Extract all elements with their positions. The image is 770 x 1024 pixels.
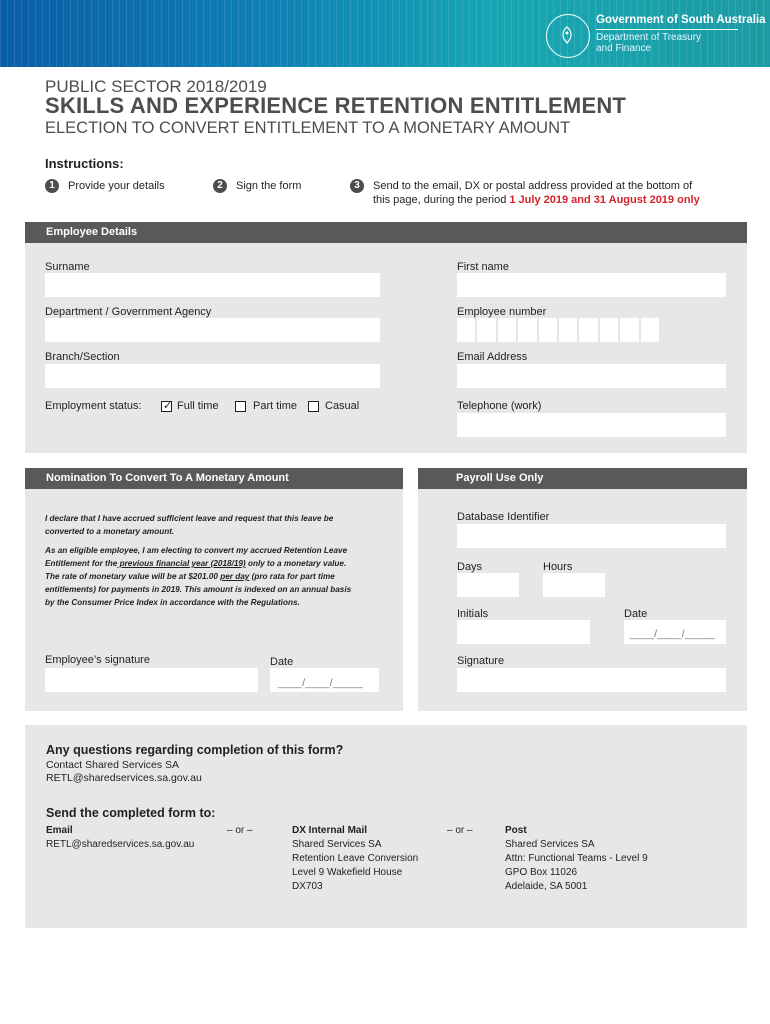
send-post-heading: Post [505,825,527,836]
send-email-heading: Email [46,825,73,836]
email-field[interactable] [457,364,726,388]
employee-number-digit[interactable] [641,318,659,342]
dx-line: Level 9 Wakefield House [292,867,403,878]
payroll-signature-field[interactable] [457,668,726,692]
full-time-checkbox[interactable] [161,401,172,412]
or-separator: – or – [447,825,473,836]
or-separator: – or – [227,825,253,836]
dx-line: DX703 [292,881,323,892]
part-time-checkbox[interactable] [235,401,246,412]
department-label: Department / Government Agency [45,306,212,318]
dept-line-1: Department of Treasury [596,32,702,43]
employee-number-digit[interactable] [498,318,516,342]
first-name-label: First name [457,261,509,273]
employee-number-digit[interactable] [620,318,638,342]
dept-name [596,32,736,54]
form-main-title: SKILLS AND EXPERIENCE RETENTION ENTITLEMENT [45,93,627,118]
step-2-badge: 2 [213,179,227,193]
telephone-field[interactable] [457,413,726,437]
post-line: Attn: Functional Teams - Level 9 [505,853,648,864]
post-line: Shared Services SA [505,839,595,850]
employee-number-digit[interactable] [539,318,557,342]
step-3-period-highlight: 1 July 2019 and 31 August 2019 only [509,194,700,206]
dx-line: Shared Services SA [292,839,382,850]
declaration-line: by the Consumer Price Index in accordance with the Regulations. [45,598,300,607]
dept-line-2: and Finance [596,43,652,54]
step-3-period-prefix: this page, during the period [373,194,510,206]
questions-contact: Contact Shared Services SA [46,759,180,771]
declaration-line: converted to a monetary amount. [45,527,175,536]
declaration-line [45,570,390,583]
surname-field[interactable] [45,273,380,297]
questions-title: Any questions regarding completion of this form? [46,743,344,757]
nomination-header: Nomination To Convert To A Monetary Amount [25,468,403,489]
employment-status-label: Employment status: [45,400,142,412]
payroll-date-blank: ____/____/_____ [630,629,716,640]
casual-checkbox[interactable] [308,401,319,412]
piping-shrike-icon [560,26,574,44]
database-id-field[interactable] [457,524,726,548]
declaration-fragment: (pro rata for part time [249,572,335,581]
initials-label: Initials [457,608,489,620]
employee-details-header: Employee Details [25,222,747,243]
payroll-header: Payroll Use Only [418,468,747,489]
employee-number-digit[interactable] [518,318,536,342]
department-field[interactable] [45,318,380,342]
employee-number-digit[interactable] [477,318,495,342]
send-dx-heading: DX Internal Mail [292,825,368,836]
hours-field[interactable] [543,573,605,597]
form-subtitle: ELECTION TO CONVERT ENTITLEMENT TO A MONETARY AMOUNT [45,119,571,137]
declaration-line: I declare that I have accrued sufficient leave and request that this leave be [45,514,334,523]
branch-label: Branch/Section [45,351,120,363]
employee-number-digit[interactable] [600,318,618,342]
first-name-field[interactable] [457,273,726,297]
email-label: Email Address [457,351,528,363]
check-icon: ✓ [163,400,173,412]
casual-label: Casual [325,400,360,412]
employee-number-boxes [457,318,659,342]
declaration-fragment: The rate of monetary value will be at $201.00 [45,572,221,581]
step-3-text: Send to the email, DX or postal address provided at the bottom of [373,180,693,192]
declaration-underlined: previous financial year (2018/19) [117,559,246,568]
send-title: Send the completed form to: [46,806,216,820]
days-label: Days [457,561,483,573]
step-1-text: Provide your details [68,180,165,192]
declaration-line: entitlements) for payments in 2019. This amount is indexed on an annual basis [45,585,352,594]
step-3-badge: 3 [350,179,364,193]
step-3-text-2 [373,194,700,206]
part-time-label: Part time [253,400,298,412]
payroll-signature-label: Signature [457,655,505,667]
employee-signature-field[interactable] [45,668,258,692]
employee-signature-label: Employee’s signature [45,654,150,666]
surname-label: Surname [45,261,90,273]
days-field[interactable] [457,573,519,597]
step-1-badge: 1 [45,179,59,193]
employee-number-digit[interactable] [457,318,475,342]
full-time-label: Full time [177,400,219,412]
employee-date-label: Date [270,656,294,668]
send-dx-lines [292,838,418,894]
telephone-label: Telephone (work) [457,400,542,412]
branch-field[interactable] [45,364,380,388]
declaration-text [45,512,390,609]
step-2-text: Sign the form [236,180,302,192]
form-year-title: PUBLIC SECTOR 2018/2019 [45,77,267,96]
gov-divider [596,29,738,30]
send-post-lines [505,838,648,894]
questions-email: RETL@sharedservices.sa.gov.au [46,772,202,784]
payroll-date-label: Date [624,608,648,620]
dx-line: Retention Leave Conversion [292,853,419,864]
employee-number-digit[interactable] [559,318,577,342]
instructions-title: Instructions: [45,156,124,171]
post-line: GPO Box 11026 [505,867,578,878]
declaration-underlined: per day [220,572,250,581]
hours-label: Hours [543,561,573,573]
send-email-value: RETL@sharedservices.sa.gov.au [46,839,195,850]
database-id-label: Database Identifier [457,511,550,523]
post-line: Adelaide, SA 5001 [505,881,588,892]
declaration-line [45,557,390,570]
employee-number-digit[interactable] [579,318,597,342]
employee-number-label: Employee number [457,306,547,318]
gov-title: Government of South Australia [596,14,766,26]
declaration-line: As an eligible employee, I am electing to convert my accrued Retention Leave [45,546,348,555]
declaration-fragment: only to a monetary value. [245,559,347,568]
declaration-fragment: Entitlement for the [45,559,118,568]
initials-field[interactable] [457,620,590,644]
employee-date-blank: ____/____/_____ [278,678,364,689]
